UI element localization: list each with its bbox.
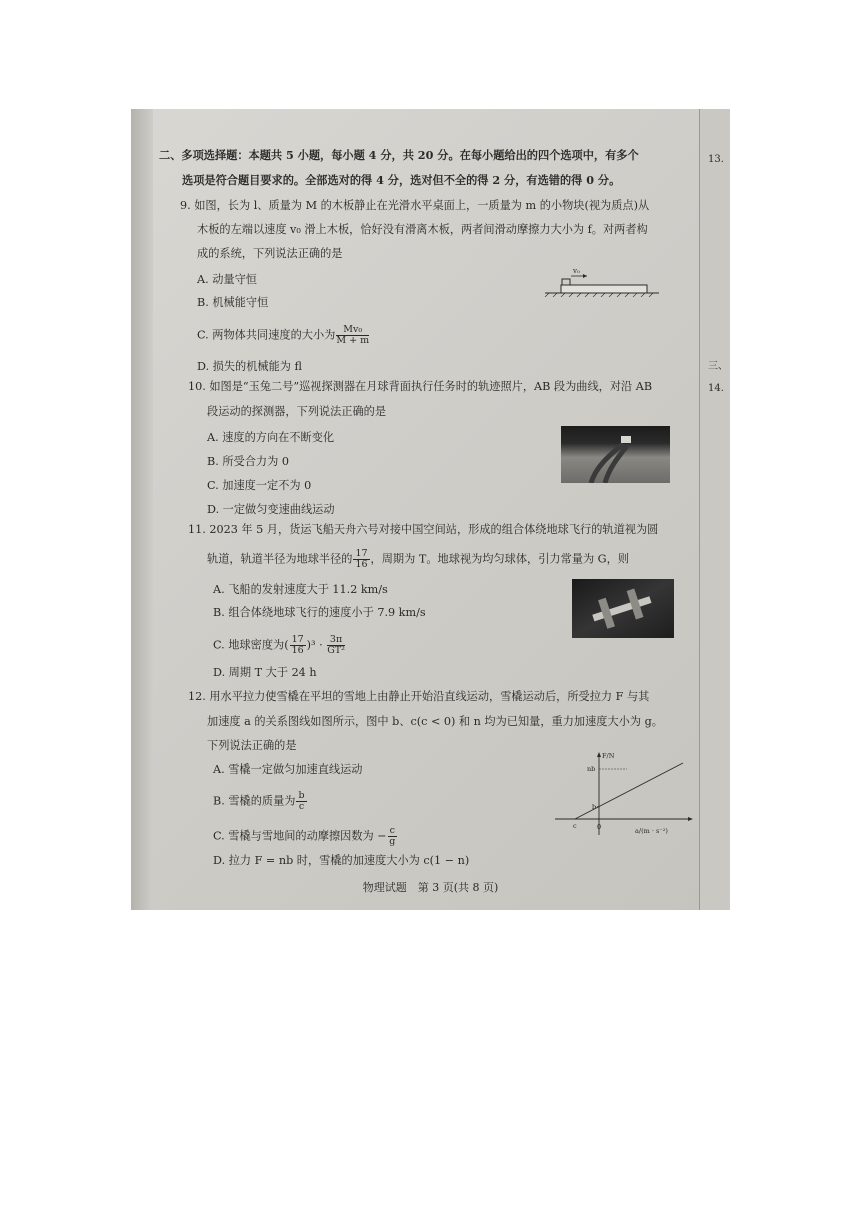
q10-option-b: B. 所受合力为 0 xyxy=(207,455,289,468)
q11-stem-line2-prefix: 轨道，轨道半径为地球半径的 xyxy=(207,552,353,566)
q11-option-c-den1: 16 xyxy=(291,645,304,656)
q9-option-d: D. 损失的机械能为 fl xyxy=(197,360,303,373)
adjacent-question-14: 14. xyxy=(708,383,724,394)
q12-stem-line2: 加速度 a 的关系图线如图所示，图中 b、c(c < 0) 和 n 均为已知量，重力加速度大小为 g。 xyxy=(207,715,663,728)
q12-option-b-prefix: B. 雪橇的质量为 xyxy=(213,794,296,808)
q11-option-c-mid: )³ · xyxy=(306,638,323,652)
adjacent-section-3: 三、 xyxy=(708,361,728,372)
scanned-page-photo xyxy=(131,109,730,910)
q10-option-c: C. 加速度一定不为 0 xyxy=(207,479,312,492)
rover-icon xyxy=(621,436,631,443)
q9-stem-line1: 9. 如图，长为 l、质量为 M 的木板静止在光滑水平桌面上，一质量为 m 的小物块(视为质点)从 xyxy=(180,199,650,212)
q12-force-acceleration-graph xyxy=(551,749,699,839)
q9-option-b: B. 机械能守恒 xyxy=(197,296,269,309)
q11-radius-numerator: 17 xyxy=(355,548,368,559)
page-edge-shadow xyxy=(131,109,153,910)
b-tick-label: b xyxy=(592,803,597,811)
q9-board-figure xyxy=(543,265,663,297)
board xyxy=(561,285,647,293)
q11-option-c-fraction1 xyxy=(290,635,306,656)
q9-option-a: A. 动量守恒 xyxy=(197,273,257,286)
rover-track-overlay xyxy=(561,426,670,483)
q12-option-c-prefix: C. 雪橇与雪地间的动摩擦因数为 − xyxy=(213,829,387,843)
q9-option-c-denominator: M + m xyxy=(336,335,370,346)
q12-option-b-denominator: c xyxy=(298,801,305,812)
y-axis-label: F/N xyxy=(602,752,615,760)
nb-tick-label: nb xyxy=(587,765,596,773)
page-footer: 物理试题 第 3 页(共 8 页) xyxy=(362,881,499,894)
q12-option-c-denominator: g xyxy=(389,836,396,847)
x-axis-label: a/(m · s⁻²) xyxy=(635,827,668,835)
section-heading-line1: 二、多项选择题：本题共 5 小题，每小题 4 分，共 20 分。在每小题给出的四个选项中，有多个 xyxy=(159,148,639,162)
q11-radius-fraction xyxy=(353,549,369,570)
q11-option-c xyxy=(213,635,346,656)
q9-stem-line3: 成的系统，下列说法正确的是 xyxy=(197,247,343,260)
q11-option-b: B. 组合体绕地球飞行的速度小于 7.9 km/s xyxy=(213,606,426,619)
rover-track-photo xyxy=(561,426,670,483)
q11-option-c-prefix: C. 地球密度为( xyxy=(213,638,289,652)
q12-stem-line1: 12. 用水平拉力使雪橇在平坦的雪地上由静止开始沿直线运动，雪橇运动后，所受拉力 F 与其 xyxy=(188,690,650,703)
q11-option-c-den2: GT² xyxy=(327,645,345,656)
q12-option-d: D. 拉力 F = nb 时，雪橇的加速度大小为 c(1 − n) xyxy=(213,854,470,867)
q11-option-a: A. 飞船的发射速度大于 11.2 km/s xyxy=(213,583,388,596)
q10-stem-line2: 段运动的探测器，下列说法正确的是 xyxy=(207,405,387,418)
small-block xyxy=(562,279,570,285)
q12-stem-line3: 下列说法正确的是 xyxy=(207,739,297,752)
q12-option-c xyxy=(213,826,398,847)
q12-option-c-fraction xyxy=(388,826,397,847)
q11-stem-line2-suffix: ，周期为 T。地球视为均匀球体，引力常量为 G，则 xyxy=(370,552,629,566)
q9-option-c-numerator: Mv₀ xyxy=(336,325,369,336)
space-station-photo xyxy=(572,579,674,638)
q9-option-c-fraction xyxy=(336,325,369,346)
adjacent-page-strip xyxy=(699,109,730,910)
q11-option-d: D. 周期 T 大于 24 h xyxy=(213,666,317,679)
velocity-label: v₀ xyxy=(573,267,580,275)
section-heading-line2: 选项是符合题目要求的。全部选对的得 4 分，选对但不全的得 2 分，有选错的得 0 分。 xyxy=(182,173,621,187)
q9-option-c-text: C. 两物体共同速度的大小为 xyxy=(197,328,336,342)
q10-stem-line1: 10. 如图是“玉兔二号”巡视探测器在月球背面执行任务时的轨迹照片，AB 段为曲线，对沿 AB xyxy=(188,380,653,393)
q12-option-b-numerator: b xyxy=(298,790,305,801)
space-station-overlay xyxy=(572,579,674,638)
q12-option-b xyxy=(213,791,308,812)
q11-option-c-fraction2 xyxy=(327,635,345,656)
q12-option-b-fraction xyxy=(296,791,306,812)
q10-option-a: A. 速度的方向在不断变化 xyxy=(207,431,335,444)
q9-stem-line2: 木板的左端以速度 v₀ 滑上木板，恰好没有滑离木板，两者间滑动摩擦力大小为 f。对两者构 xyxy=(197,223,648,236)
q11-option-c-num1: 17 xyxy=(291,634,304,645)
adjacent-question-13: 13. xyxy=(708,154,724,165)
q10-option-d: D. 一定做匀变速曲线运动 xyxy=(207,503,335,516)
q9-option-c xyxy=(197,325,370,346)
q12-option-c-numerator: c xyxy=(389,825,395,836)
q11-radius-denominator: 16 xyxy=(355,559,368,570)
c-tick-label: c xyxy=(573,822,577,830)
q12-option-a: A. 雪橇一定做匀加速直线运动 xyxy=(213,763,363,776)
q11-option-c-num2: 3π xyxy=(327,635,345,646)
q11-stem-line1: 11. 2023 年 5 月，货运飞船天舟六号对接中国空间站，形成的组合体绕地球飞行的轨道视为圆 xyxy=(188,523,659,536)
origin-label: 0 xyxy=(597,823,602,831)
q11-stem-line2 xyxy=(207,549,629,570)
